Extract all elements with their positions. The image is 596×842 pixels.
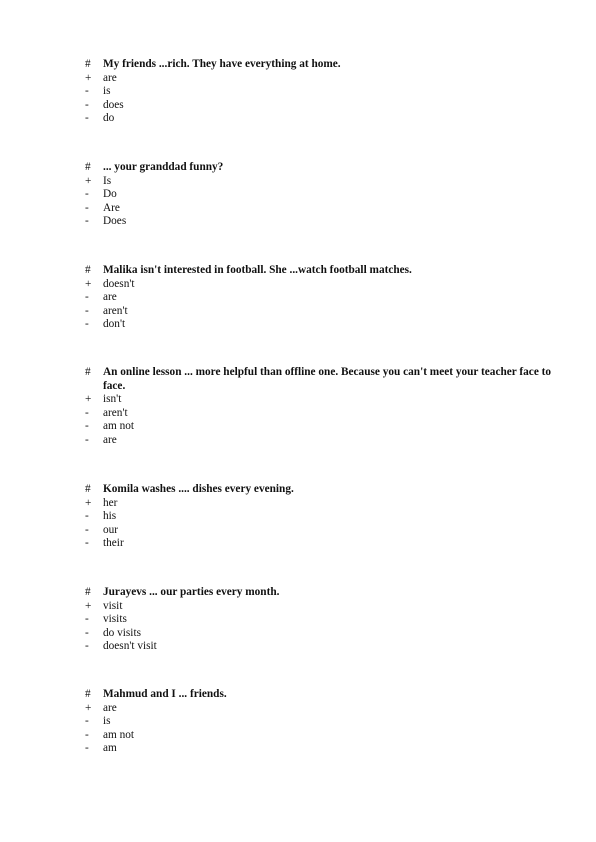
answer-option (85, 202, 555, 216)
question-text: My friends ...rich. They have everything at home. (103, 58, 341, 70)
question-block (85, 264, 555, 332)
question-line (85, 688, 555, 702)
option-marker: - (85, 291, 89, 304)
option-text: Does (103, 215, 127, 228)
option-marker: + (85, 393, 92, 406)
option-marker: - (85, 304, 89, 317)
option-text: aren't (103, 406, 128, 419)
question-marker: # (85, 366, 91, 378)
option-marker: + (85, 701, 92, 714)
option-marker: + (85, 71, 92, 84)
option-text: am (103, 742, 117, 755)
option-marker: - (85, 112, 89, 125)
option-marker: - (85, 406, 89, 419)
option-text: isn't (103, 393, 122, 406)
option-marker: - (85, 613, 89, 626)
option-text: does (103, 98, 124, 111)
answer-option (85, 305, 555, 319)
option-marker: + (85, 599, 92, 612)
option-text: are (103, 433, 117, 446)
option-text: don't (103, 318, 126, 331)
question-block (85, 586, 555, 654)
question-line (85, 366, 555, 393)
option-marker: - (85, 510, 89, 523)
option-text: is (103, 85, 111, 98)
option-marker: - (85, 188, 89, 201)
option-text: do (103, 112, 115, 125)
option-marker: - (85, 85, 89, 98)
option-text: am not (103, 728, 135, 741)
option-text: is (103, 715, 111, 728)
question-line (85, 264, 555, 278)
option-text: aren't (103, 304, 128, 317)
option-text: are (103, 291, 117, 304)
answer-option (85, 407, 555, 421)
answer-option (85, 72, 555, 86)
option-text: doesn't visit (103, 640, 157, 653)
option-text: do visits (103, 626, 141, 639)
answer-option (85, 497, 555, 511)
question-text: Malika isn't interested in football. She ...watch football matches. (103, 264, 412, 276)
answer-option (85, 729, 555, 743)
option-marker: - (85, 715, 89, 728)
answer-option (85, 537, 555, 551)
answer-option (85, 188, 555, 202)
answer-option (85, 524, 555, 538)
option-text: visit (103, 599, 123, 612)
option-marker: + (85, 496, 92, 509)
option-marker: - (85, 640, 89, 653)
question-line (85, 161, 555, 175)
answer-option (85, 600, 555, 614)
option-marker: + (85, 277, 92, 290)
question-marker: # (85, 264, 91, 276)
answer-option (85, 291, 555, 305)
question-text: ... your granddad funny? (103, 161, 224, 173)
answer-option (85, 215, 555, 229)
answer-option (85, 715, 555, 729)
option-text: her (103, 496, 118, 509)
option-marker: - (85, 728, 89, 741)
answer-option (85, 318, 555, 332)
question-block (85, 161, 555, 229)
option-marker: - (85, 98, 89, 111)
option-marker: - (85, 742, 89, 755)
option-text: his (103, 510, 117, 523)
question-marker: # (85, 58, 91, 70)
option-text: their (103, 537, 124, 550)
answer-option (85, 434, 555, 448)
answer-option (85, 112, 555, 126)
option-text: Is (103, 174, 112, 187)
option-text: are (103, 71, 117, 84)
question-text: Komila washes .... dishes every evening. (103, 483, 294, 495)
option-marker: - (85, 626, 89, 639)
question-line (85, 58, 555, 72)
option-text: our (103, 523, 119, 536)
question-text: Jurayevs ... our parties every month. (103, 586, 280, 598)
option-text: Do (103, 188, 117, 201)
question-marker: # (85, 586, 91, 598)
question-marker: # (85, 483, 91, 495)
question-block (85, 688, 555, 756)
question-block (85, 366, 555, 448)
answer-option (85, 278, 555, 292)
answer-option (85, 99, 555, 113)
option-marker: - (85, 523, 89, 536)
option-marker: - (85, 537, 89, 550)
question-marker: # (85, 161, 91, 173)
answer-option (85, 85, 555, 99)
option-text: are (103, 701, 117, 714)
question-line (85, 483, 555, 497)
question-text: Mahmud and I ... friends. (103, 688, 227, 700)
option-text: visits (103, 613, 127, 626)
option-marker: + (85, 174, 92, 187)
answer-option (85, 420, 555, 434)
answer-option (85, 640, 555, 654)
option-marker: - (85, 201, 89, 214)
option-marker: - (85, 215, 89, 228)
answer-option (85, 393, 555, 407)
option-text: am not (103, 420, 135, 433)
question-block (85, 58, 555, 126)
question-marker: # (85, 688, 91, 700)
option-marker: - (85, 433, 89, 446)
question-line (85, 586, 555, 600)
answer-option (85, 742, 555, 756)
answer-option (85, 510, 555, 524)
option-marker: - (85, 420, 89, 433)
option-text: Are (103, 201, 120, 214)
answer-option (85, 175, 555, 189)
question-text: An online lesson ... more helpful than offline one. Because you can't meet your teacher face to face. (103, 366, 552, 392)
question-block (85, 483, 555, 551)
answer-option (85, 627, 555, 641)
answer-option (85, 613, 555, 627)
option-marker: - (85, 318, 89, 331)
answer-option (85, 702, 555, 716)
option-text: doesn't (103, 277, 135, 290)
